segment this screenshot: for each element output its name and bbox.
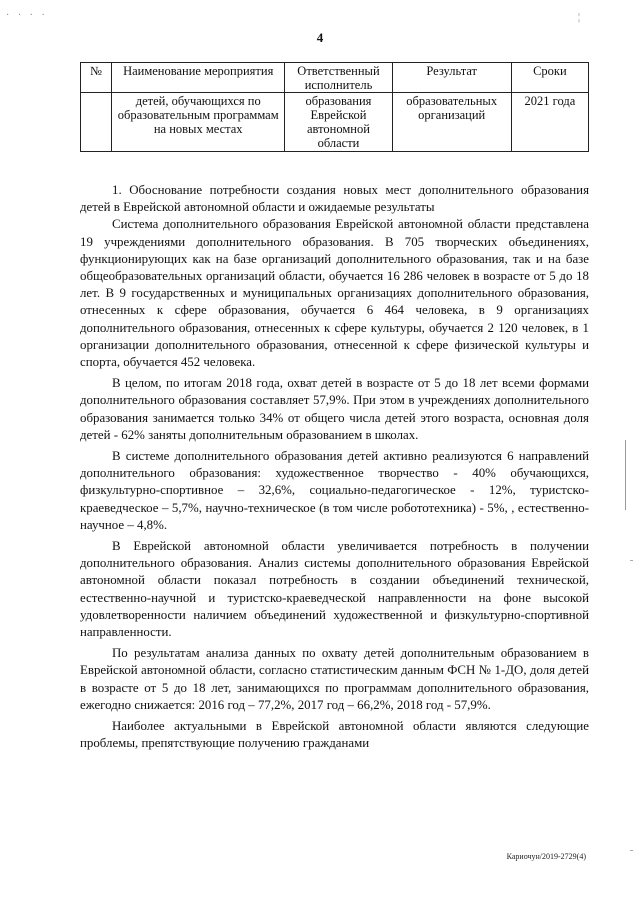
scan-artifact-tick bbox=[630, 560, 633, 561]
body-paragraph: Наиболее актуальными в Еврейской автономной области являются следующие проблемы, препятствующие получению гражданами bbox=[80, 719, 589, 751]
scan-artifact-mark: ¦ bbox=[577, 12, 580, 23]
header-number: № bbox=[81, 63, 112, 93]
cell-number bbox=[81, 93, 112, 152]
scan-artifact-tick bbox=[630, 850, 633, 851]
document-body bbox=[80, 182, 589, 753]
table-row bbox=[81, 93, 589, 152]
body-paragraph: По результатам анализа данных по охвату детей дополнительным образованием в Еврейской автономной области, согласно статистическим данным ФСН № 1-ДО, доля детей в возрасте от 5 до 18 лет, занимающихся по программам дополнительного образования, ежегодно снижается: 2016 год – 77,2%, 2017 год – 66,2%, 2018 год - 57,9%. bbox=[80, 646, 589, 712]
body-paragraph: В Еврейской автономной области увеличивается потребность в получении дополнительного образования. Анализ системы дополнительного образования Еврейской автономной области показал потребность в создании объединений технической, естественно-научной и туристско-краеведческой направленности на фоне высокой удовлетворенности наличием объединений художественной и физкультурно-спортивной направленности. bbox=[80, 539, 589, 640]
measures-table bbox=[80, 62, 589, 152]
cell-responsible: образования Еврейской автономной области bbox=[285, 93, 392, 152]
cell-activity-name: детей, обучающихся по образовательным программам на новых местах bbox=[112, 93, 285, 152]
scan-artifact-dots: · · · · bbox=[6, 10, 48, 21]
header-deadline: Сроки bbox=[511, 63, 588, 93]
body-paragraph: В целом, по итогам 2018 года, охват детей в возрасте от 5 до 18 лет всеми формами дополнительного образования составляет 57,9%. При этом в учреждениях дополнительного образования занимается только 34% от общего числа детей этого возраста, основная доля детей - 62% заняты дополнительным образованием в школах. bbox=[80, 376, 589, 442]
document-code: Кариочун/2019-2729(4) bbox=[506, 852, 586, 861]
table-header-row bbox=[81, 63, 589, 93]
body-paragraph: В системе дополнительного образования детей активно реализуются 6 направлений дополнительного образования: художественное творчество - 40% обучающихся, физкультурно-спортивное – 32,6%, социально-педагогическое - 12%, туристско-краеведческое – 5,7%, научно-техническое (в том числе робототехника) - 5%, , естественно-научное – 4,8%. bbox=[80, 449, 589, 532]
header-result: Результат bbox=[392, 63, 511, 93]
body-paragraph: Система дополнительного образования Еврейской автономной области представлена 19 учреждениями дополнительного образования. В 705 творческих объединениях, функционирующих как на базе организаций дополнительного образования, так и на базе общеобразовательных организаций области, обучается 16 286 человек в возрасте от 5 до 18 лет. В 9 государственных и муниципальных организациях дополнительного образования, отнесенных к сфере образования, обучается 6 464 человека, в 9 организациях дополнительного образования, отнесенных к сфере культуры, обучается 2 120 человек, в 1 организации дополнительного образования, отнесенной к сфере физической культуры и спорта, обучается 452 человека. bbox=[80, 217, 589, 370]
header-responsible: Ответственный исполнитель bbox=[285, 63, 392, 93]
header-activity-name: Наименование мероприятия bbox=[112, 63, 285, 93]
section-heading: 1. Обоснование потребности создания новых мест дополнительного образования детей в Еврейской автономной области и ожидаемые результаты bbox=[80, 183, 589, 215]
scan-artifact-edge bbox=[625, 440, 626, 510]
page-number: 4 bbox=[316, 30, 324, 45]
cell-result: образовательных организаций bbox=[392, 93, 511, 152]
cell-deadline: 2021 года bbox=[511, 93, 588, 152]
